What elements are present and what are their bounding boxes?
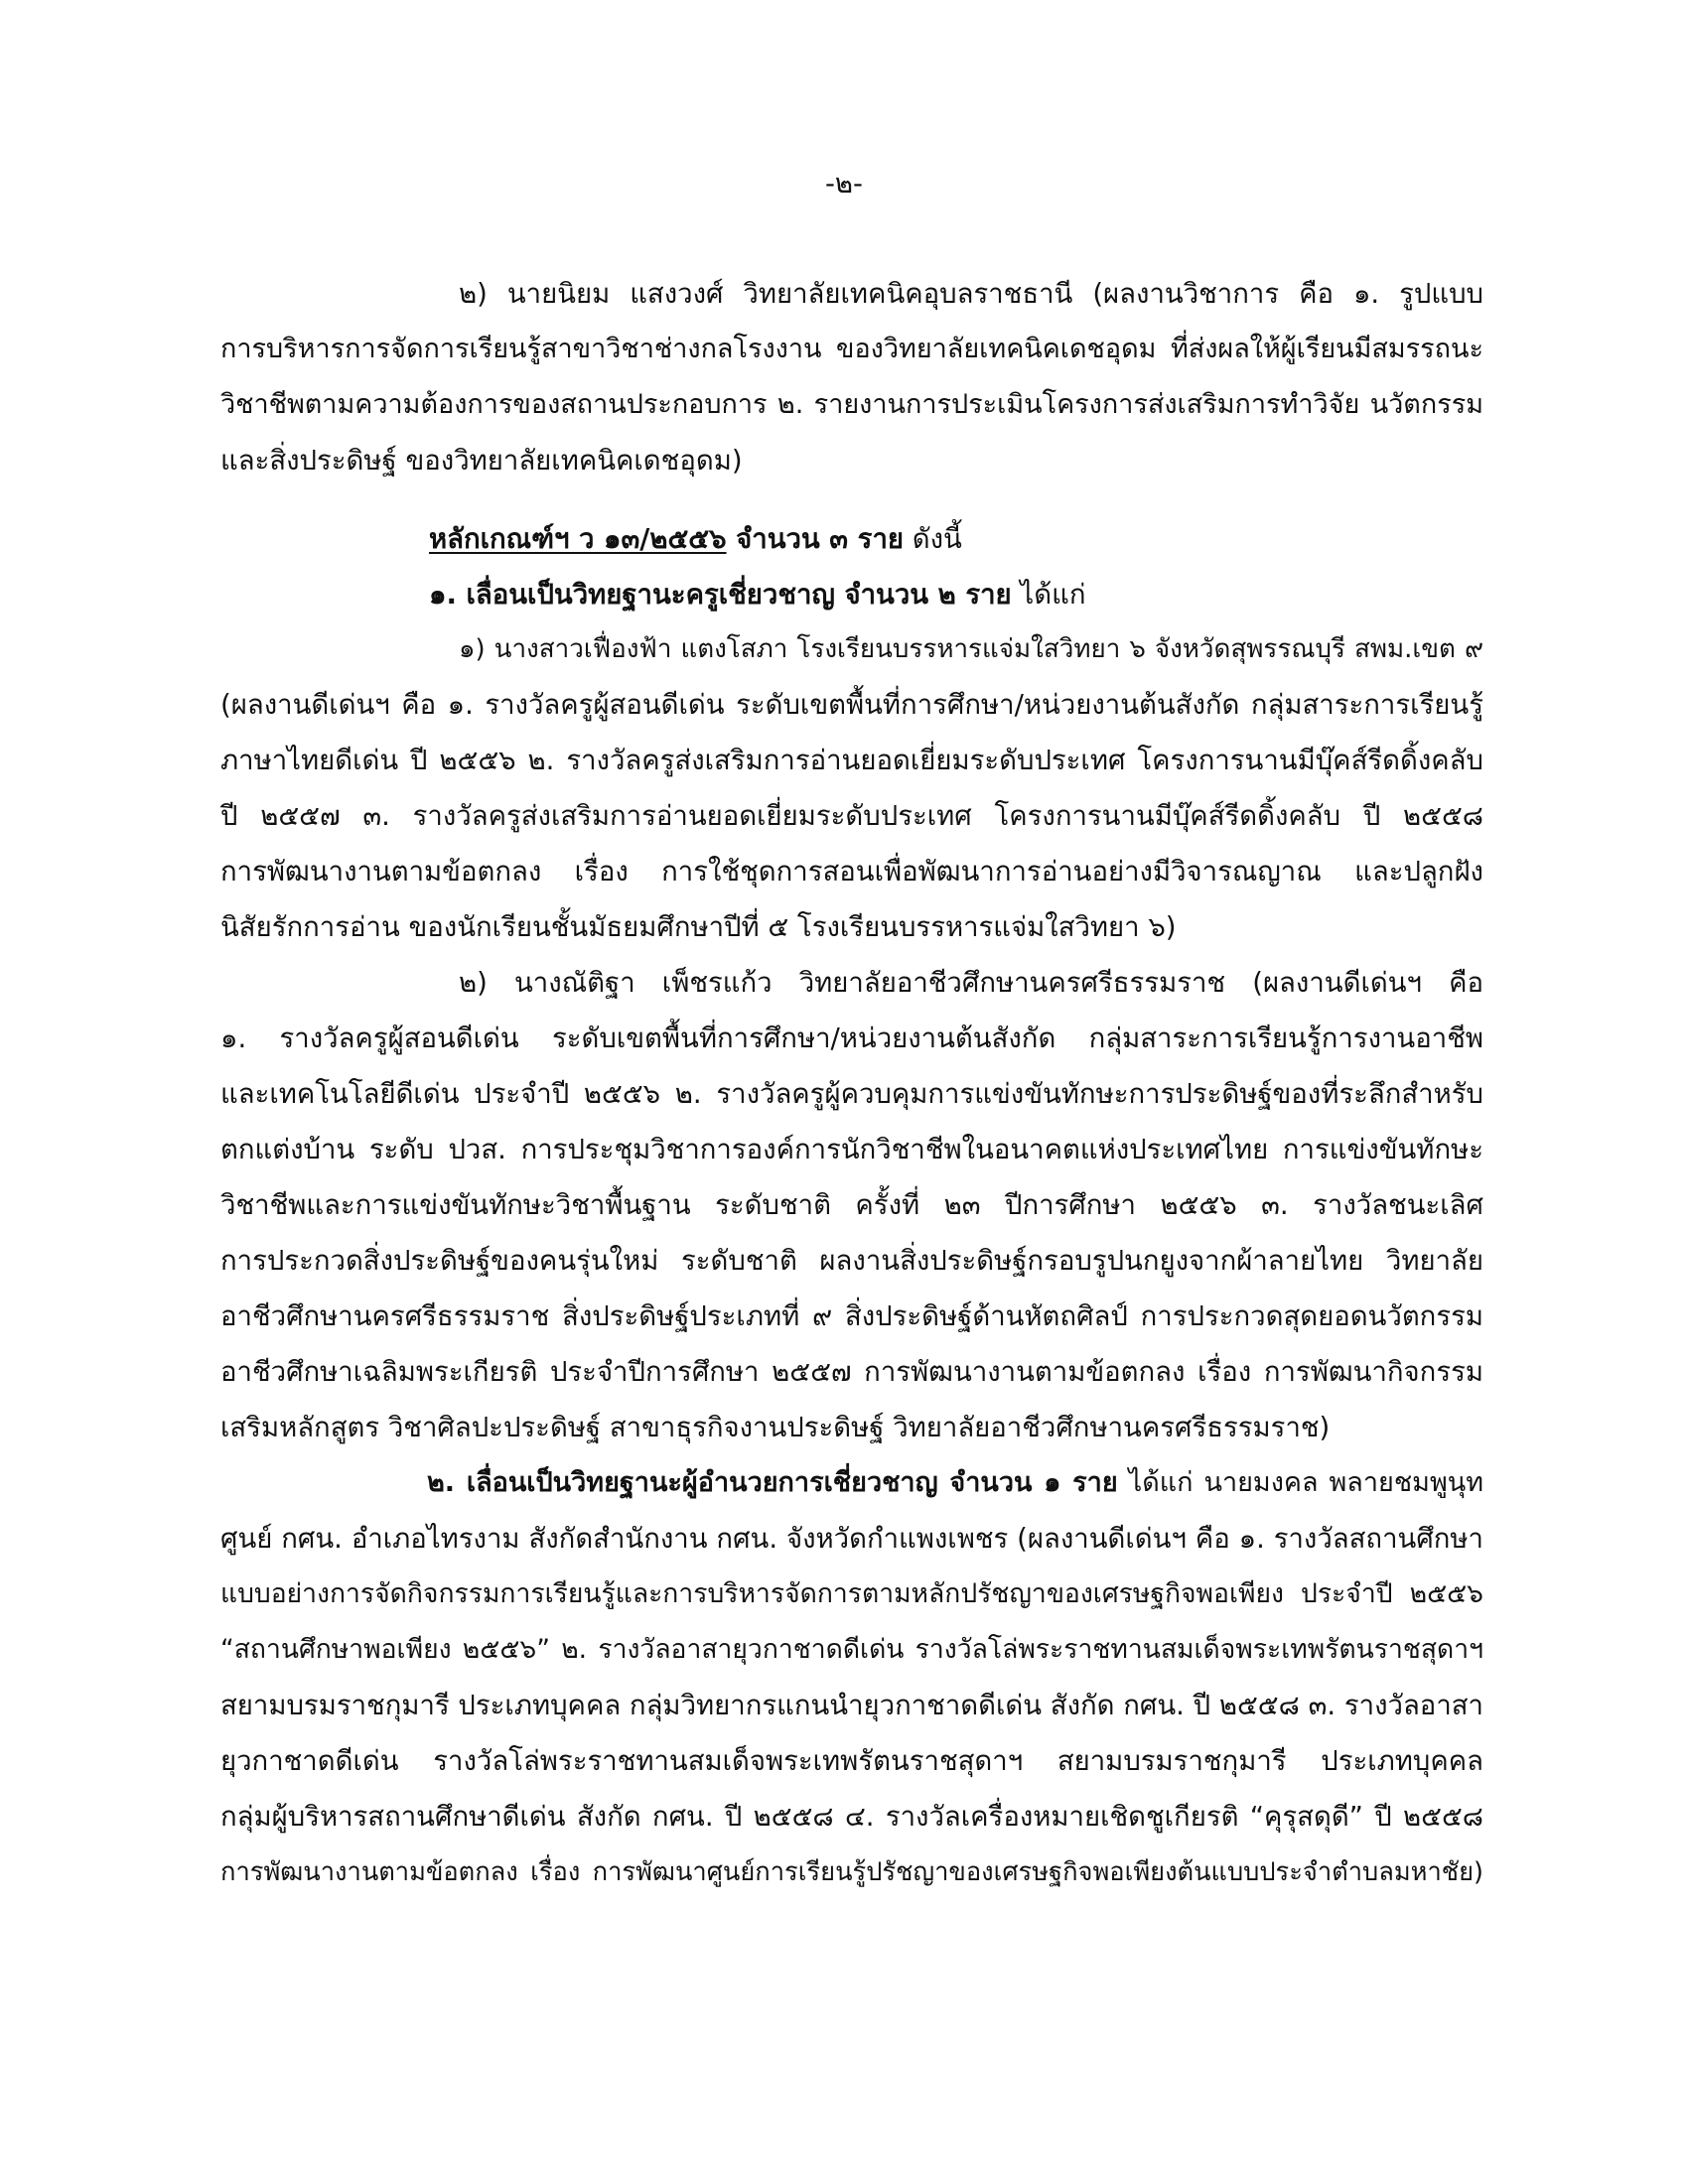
paragraph-line: การพัฒนางานตามข้อตกลง เรื่อง การพัฒนาศูนย์การเรียนรู้ปรัชญาของเศรษฐกิจพอเพียงต้นแบบประจำตำบลมหาชัย): [220, 1857, 1483, 1887]
subheading-expert-teacher: [429, 575, 1085, 614]
criteria-heading-underlined: หลักเกณฑ์ฯ ว ๑๓/๒๕๕๖: [429, 523, 727, 555]
subheading-expert-director: [427, 1463, 1483, 1503]
paragraph-line: ปี ๒๕๕๗ ๓. รางวัลครูส่งเสริมการอ่านยอดเยี่ยมระดับประเทศ โครงการนานมีบุ๊คส์รีดดิ้งคลับ ปี ๒๕๕๘: [220, 800, 1483, 832]
paragraph-line: การประกวดสิ่งประดิษฐ์ของคนรุ่นใหม่ ระดับชาติ ผลงานสิ่งประดิษฐ์กรอบรูปนกยูงจากผ้าลายไทย วิทยาลัย: [220, 1245, 1483, 1277]
paragraph-line: ภาษาไทยดีเด่น ปี ๒๕๕๖ ๒. รางวัลครูส่งเสริมการอ่านยอดเยี่ยมระดับประเทศ โครงการนานมีบุ๊คส์รีดดิ้งคลับ: [220, 745, 1483, 776]
paragraph-line: ตกแต่งบ้าน ระดับ ปวส. การประชุมวิชาการองค์การนักวิชาชีพในอนาคตแห่งประเทศไทย การแข่งขันทักษะ: [220, 1134, 1483, 1165]
paragraph-line: การบริหารการจัดการเรียนรู้สาขาวิชาช่างกลโรงงาน ของวิทยาลัยเทคนิคเดชอุดม ที่ส่งผลให้ผู้เรียนมีสมรรถนะ: [220, 334, 1483, 364]
paragraph-line: แบบอย่างการจัดกิจกรรมการเรียนรู้และการบริหารจัดการตามหลักปรัชญาของเศรษฐกิจพอเพียง ประจำปี ๒๕๕๖: [220, 1578, 1483, 1609]
criteria-heading-bold: จำนวน ๓ ราย: [726, 523, 905, 555]
criteria-heading-plain: ดังนี้: [904, 523, 962, 555]
paragraph-line: ๒) นายนิยม แสงวงศ์ วิทยาลัยเทคนิคอุบลราชธานี (ผลงานวิชาการ คือ ๑. รูปแบบ: [459, 278, 1483, 310]
paragraph-line: ยุวกาชาดดีเด่น รางวัลโล่พระราชทานสมเด็จพระเทพรัตนราชสุดาฯ สยามบรมราชกุมารี ประเภทบุคคล: [220, 1745, 1483, 1777]
paragraph-line: (ผลงานดีเด่นฯ คือ ๑. รางวัลครูผู้สอนดีเด่น ระดับเขตพื้นที่การศึกษา/หน่วยงานต้นสังกัด กลุ่มสาระการเรียนรู้: [220, 689, 1483, 721]
paragraph-line: วิชาชีพตามความต้องการของสถานประกอบการ ๒. รายงานการประเมินโครงการส่งเสริมการทำวิจัย นวัตกรรม: [220, 389, 1483, 420]
paragraph-line: การพัฒนางานตามข้อตกลง เรื่อง การใช้ชุดการสอนเพื่อพัฒนาการอ่านอย่างมีวิจารณญาณ และปลูกฝัง: [220, 856, 1483, 887]
subheading-plain: ได้แก่ นายมงคล พลายชมพูนุท: [1117, 1467, 1484, 1498]
paragraph-line: อาชีวศึกษาเฉลิมพระเกียรติ ประจำปีการศึกษา ๒๕๕๗ การพัฒนางานตามข้อตกลง เรื่อง การพัฒนากิจกรรม: [220, 1356, 1483, 1388]
paragraph-line: ๒) นางณัติฐา เพ็ชรแก้ว วิทยาลัยอาชีวศึกษานครศรีธรรมราช (ผลงานดีเด่นฯ คือ: [459, 967, 1483, 999]
criteria-heading: [429, 519, 962, 559]
page-number: -๒-: [825, 168, 863, 200]
paragraph-line: “สถานศึกษาพอเพียง ๒๕๕๖” ๒. รางวัลอาสายุวกาชาดดีเด่น รางวัลโล่พระราชทานสมเด็จพระเทพรัตนราชสุดาฯ: [220, 1634, 1483, 1665]
paragraph-line: และเทคโนโลยีดีเด่น ประจำปี ๒๕๕๖ ๒. รางวัลครูผู้ควบคุมการแข่งขันทักษะการประดิษฐ์ของที่ระลึกสำหรับ: [220, 1078, 1483, 1110]
paragraph-line: นิสัยรักการอ่าน ของนักเรียนชั้นมัธยมศึกษาปีที่ ๕ โรงเรียนบรรหารแจ่มใสวิทยา ๖): [220, 911, 1177, 943]
paragraph-line: อาชีวศึกษานครศรีธรรมราช สิ่งประดิษฐ์ประเภทที่ ๙ สิ่งประดิษฐ์ด้านหัตถศิลป์ การประกวดสุดยอดนวัตกรรม: [220, 1300, 1483, 1332]
paragraph-line: เสริมหลักสูตร วิชาศิลปะประดิษฐ์ สาขาธุรกิจงานประดิษฐ์ วิทยาลัยอาชีวศึกษานครศรีธรรมราช): [220, 1412, 1331, 1443]
paragraph-line: กลุ่มผู้บริหารสถานศึกษาดีเด่น สังกัด กศน. ปี ๒๕๕๘ ๔. รางวัลเครื่องหมายเชิดชูเกียรติ “คุรุสดุดี” ปี ๒๕๕๘: [220, 1801, 1483, 1833]
subheading-plain: ได้แก่: [1011, 579, 1086, 611]
paragraph-line: วิชาชีพและการแข่งขันทักษะวิชาพื้นฐาน ระดับชาติ ครั้งที่ ๒๓ ปีการศึกษา ๒๕๕๖ ๓. รางวัลชนะเลิศ: [220, 1189, 1483, 1221]
paragraph-line: ศูนย์ กศน. อำเภอไทรงาม สังกัดสำนักงาน กศน. จังหวัดกำแพงเพชร (ผลงานดีเด่นฯ คือ ๑. รางวัลสถานศึกษา: [220, 1523, 1483, 1555]
paragraph-line: ๑) นางสาวเฟื่องฟ้า แตงโสภา โรงเรียนบรรหารแจ่มใสวิทยา ๖ จังหวัดสุพรรณบุรี สพม.เขต ๙: [459, 634, 1483, 664]
subheading-bold: ๒. เลื่อนเป็นวิทยฐานะผู้อำนวยการเชี่ยวชาญ จำนวน ๑ ราย: [427, 1467, 1118, 1498]
subheading-bold: ๑. เลื่อนเป็นวิทยฐานะครูเชี่ยวชาญ จำนวน ๒ ราย: [429, 579, 1012, 611]
paragraph-line: สยามบรมราชกุมารี ประเภทบุคคล กลุ่มวิทยากรแกนนำยุวกาชาดดีเด่น สังกัด กศน. ปี ๒๕๕๘ ๓. รางวัลอาสา: [220, 1690, 1483, 1721]
paragraph-line: ๑. รางวัลครูผู้สอนดีเด่น ระดับเขตพื้นที่การศึกษา/หน่วยงานต้นสังกัด กลุ่มสาระการเรียนรู้การงานอาชีพ: [220, 1023, 1483, 1054]
paragraph-line: และสิ่งประดิษฐ์ ของวิทยาลัยเทคนิคเดชอุดม): [220, 445, 743, 477]
